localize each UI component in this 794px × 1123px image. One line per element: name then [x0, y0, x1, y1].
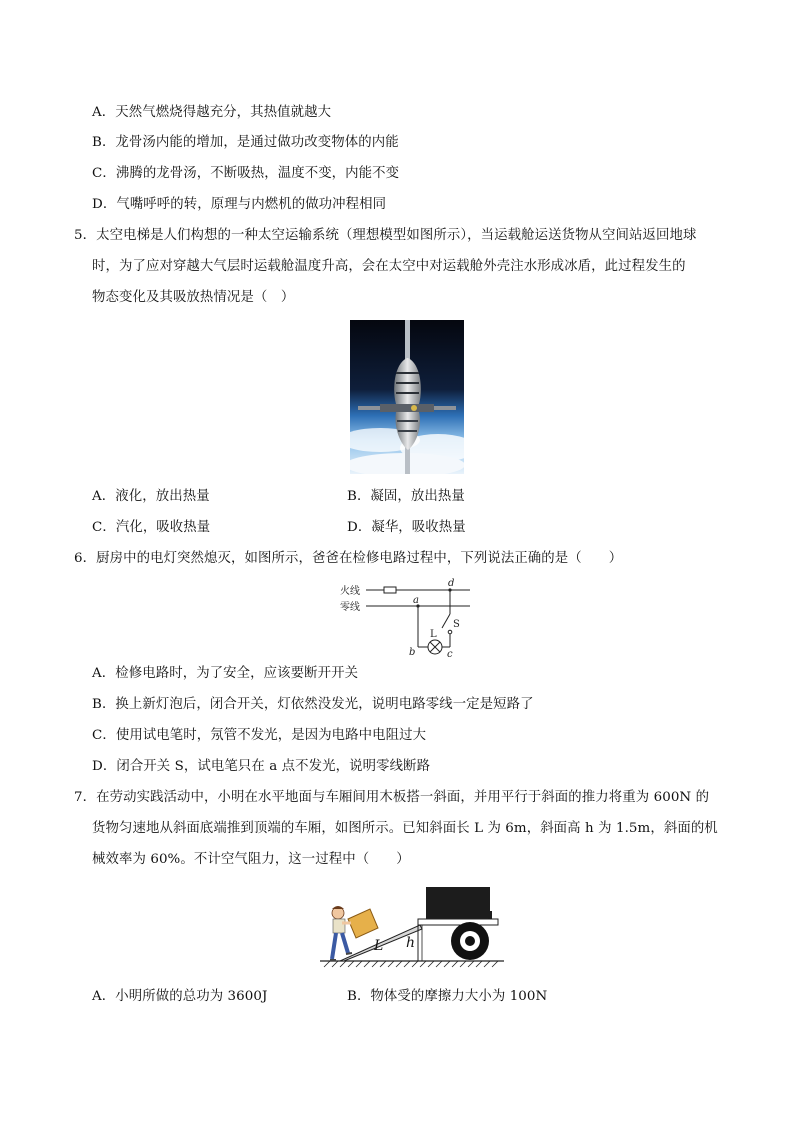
live-wire-label: 火线	[340, 586, 360, 597]
ramp-truck-figure	[318, 883, 508, 973]
q5-option-b: B．凝固，放出热量	[347, 489, 465, 504]
neutral-wire-label: 零线	[340, 602, 360, 613]
q5-option-a: A．液化，放出热量	[92, 489, 210, 504]
circuit-diagram-svg	[338, 576, 478, 658]
q5-option-d: D．凝华，吸收热量	[347, 520, 466, 535]
q7-stem-line-3: 械效率为 60%。不计空气阻力，这一过程中（ ）	[92, 852, 410, 867]
q5-stem-line-2: 时，为了应对穿越大气层时运载舱温度升高，会在太空中对运载舱外壳注水形成冰盾，此过程发生的	[92, 259, 686, 274]
q4-option-b: B．龙骨汤内能的增加，是通过做功改变物体的内能	[92, 135, 399, 150]
q5-stem-line-3: 物态变化及其吸放热情况是（ ）	[92, 290, 295, 305]
q7-option-a: A．小明所做的总功为 3600J	[92, 989, 268, 1004]
q6-option-d: D．闭合开关 S，试电笔只在 a 点不发光，说明零线断路	[92, 759, 431, 774]
circuit-diagram	[338, 576, 478, 658]
ramp-height-label: h	[406, 935, 416, 951]
q4-option-c: C．沸腾的龙骨汤，不断吸热，温度不变，内能不变	[92, 166, 400, 181]
switch-label: S	[453, 619, 460, 630]
q6-stem: 6．厨房中的电灯突然熄灭，如图所示，爸爸在检修电路过程中，下列说法正确的是（ ）	[74, 551, 623, 566]
q6-option-a: A．检修电路时，为了安全，应该要断开开关	[92, 666, 359, 681]
q6-option-b: B．换上新灯泡后，闭合开关，灯依然没发光，说明电路零线一定是短路了	[92, 697, 534, 712]
ramp-length-label: L	[374, 938, 384, 954]
q4-option-d: D．气嘴呼呼的转，原理与内燃机的做功冲程相同	[92, 197, 387, 212]
space-elevator-figure	[350, 320, 464, 474]
point-c-label: c	[447, 649, 453, 658]
q6-option-c: C．使用试电笔时，氖管不发光，是因为电路中电阻过大	[92, 728, 427, 743]
q7-option-b: B．物体受的摩擦力大小为 100N	[347, 989, 548, 1004]
lamp-label: L	[430, 629, 437, 640]
q4-option-a: A．天然气燃烧得越充分，其热值就越大	[92, 105, 332, 120]
point-d-label: d	[448, 578, 455, 589]
point-b-label: b	[409, 647, 416, 658]
q5-option-c: C．汽化，吸收热量	[92, 520, 211, 535]
q5-stem-line-1: 5．太空电梯是人们构想的一种太空运输系统（理想模型如图所示），当运载舱运送货物从空间站返回地球	[74, 228, 697, 243]
ramp-truck-svg	[318, 883, 508, 973]
point-a-label: a	[413, 595, 419, 606]
space-elevator-image	[350, 320, 464, 474]
q7-stem-line-2: 货物匀速地从斜面底端推到顶端的车厢，如图所示。已知斜面长 L 为 6m，斜面高 h 为 1.5m，斜面的机	[92, 821, 718, 836]
q7-stem-line-1: 7．在劳动实践活动中，小明在水平地面与车厢间用木板搭一斜面，并用平行于斜面的推力将重为 600N 的	[74, 790, 710, 805]
